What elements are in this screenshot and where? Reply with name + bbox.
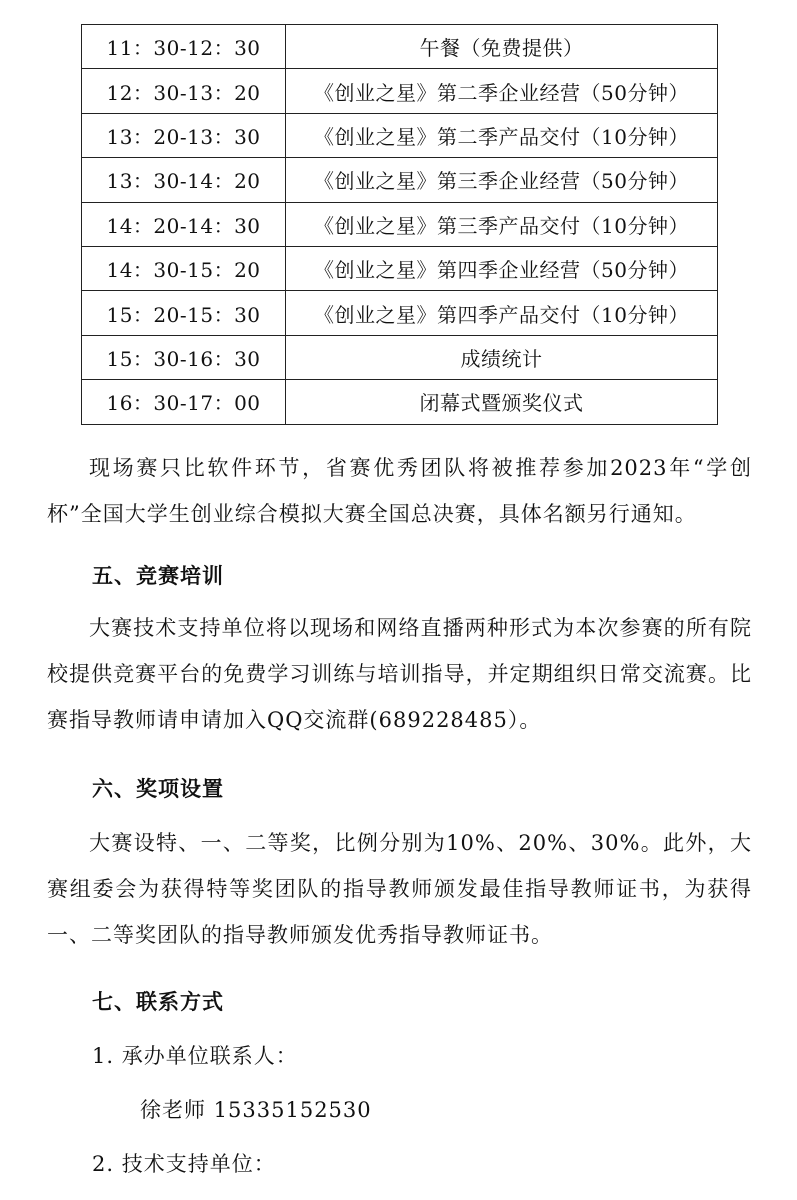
schedule-activity-cell: 《创业之星》第二季企业经营（50分钟） [286, 69, 718, 113]
schedule-activity-cell: 闭幕式暨颁奖仪式 [286, 380, 718, 424]
schedule-time-cell: 13：20-13：30 [82, 113, 286, 157]
schedule-row [82, 158, 718, 202]
section-heading-training: 五、竞赛培训 [92, 564, 224, 588]
schedule-time-cell: 15：20-15：30 [82, 291, 286, 335]
schedule-row [82, 25, 718, 69]
schedule-time-cell: 11：30-12：30 [82, 25, 286, 69]
schedule-time-cell: 13：30-14：20 [82, 158, 286, 202]
section-heading-awards: 六、奖项设置 [92, 777, 224, 801]
contact-tech-support-label: 2. 技术支持单位： [92, 1152, 276, 1176]
schedule-activity-cell: 《创业之星》第四季产品交付（10分钟） [286, 291, 718, 335]
contact-organizer-label: 1. 承办单位联系人： [92, 1044, 298, 1068]
schedule-row [82, 69, 718, 113]
schedule-table-body [82, 25, 718, 425]
schedule-time-cell: 15：30-16：30 [82, 335, 286, 379]
schedule-activity-cell: 《创业之星》第三季企业经营（50分钟） [286, 158, 718, 202]
training-paragraph: 大赛技术支持单位将以现场和网络直播两种形式为本次参赛的所有院校提供竞赛平台的免费学习训练与培训指导，并定期组织日常交流赛。比赛指导教师请申请加入QQ交流群(689228485）。 [47, 616, 752, 732]
schedule-time-cell: 16：30-17：00 [82, 380, 286, 424]
schedule-activity-cell: 《创业之星》第四季企业经营（50分钟） [286, 246, 718, 290]
schedule-row [82, 380, 718, 424]
schedule-row [82, 335, 718, 379]
section-heading-contact: 七、联系方式 [92, 990, 224, 1014]
awards-paragraph: 大赛设特、一、二等奖，比例分别为10%、20%、30%。此外，大赛组委会为获得特等奖团队的指导教师颁发最佳指导教师证书，为获得一、二等奖团队的指导教师颁发优秀指导教师证书。 [47, 831, 752, 947]
schedule-activity-cell: 《创业之星》第二季产品交付（10分钟） [286, 113, 718, 157]
contact-organizer-person: 徐老师 15335152530 [140, 1098, 372, 1122]
schedule-time-cell: 14：30-15：20 [82, 246, 286, 290]
schedule-activity-cell: 《创业之星》第三季产品交付（10分钟） [286, 202, 718, 246]
schedule-row [82, 246, 718, 290]
schedule-time-cell: 12：30-13：20 [82, 69, 286, 113]
schedule-time-cell: 14：20-14：30 [82, 202, 286, 246]
schedule-activity-cell: 午餐（免费提供） [286, 25, 718, 69]
schedule-row [82, 113, 718, 157]
onsite-competition-paragraph: 现场赛只比软件环节，省赛优秀团队将被推荐参加2023年“学创杯”全国大学生创业综合模拟大赛全国总决赛，具体名额另行通知。 [47, 456, 752, 526]
schedule-table [81, 24, 718, 425]
schedule-row [82, 291, 718, 335]
schedule-row [82, 202, 718, 246]
schedule-activity-cell: 成绩统计 [286, 335, 718, 379]
